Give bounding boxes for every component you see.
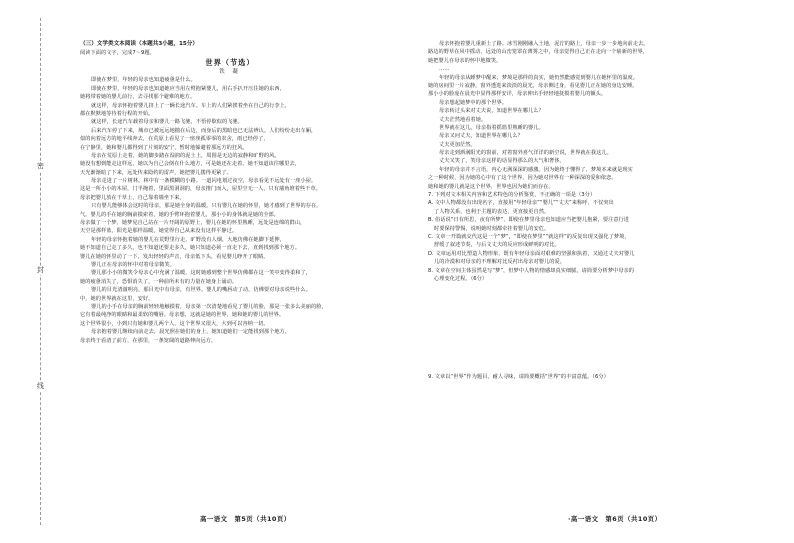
- text-line: 母亲把婴儿放在干草上，自己靠着墙坐下来。: [80, 194, 185, 201]
- seal-mark-xian: 线: [34, 382, 47, 391]
- story-author: 铁 凝: [219, 69, 241, 76]
- text-line: 似的向着远方的地平线奔去，在荒原上看见了一座座孤零零的农舍，雨已经停了，: [80, 136, 269, 143]
- answer-space: [428, 283, 728, 373]
- text-line: 丈夫茫然地看着她。: [439, 116, 487, 123]
- text-line: 路边的野草在风中摇动，远处的山峦笼罩在薄雾之中，母亲觉得自己正在走向一个崭新的世界，: [428, 49, 648, 56]
- text-line: 这是一所小小的木屋，门半掩着，里面黑洞洞的，母亲推门而入，屋里空无一人，只有墙角堆着些干草。: [80, 186, 321, 193]
- text-line: 母亲又问丈夫，知道世界在哪儿么？: [439, 133, 523, 140]
- text-line: 这个世界很小，小到只有她和婴儿两个人，这个世界又很大，大到可以容纳一切。: [80, 320, 269, 327]
- seal-mark-feng: 封: [34, 266, 47, 275]
- text-line: 8. 文章在空间主体虽然是写“梦”，但梦中人物的情感却真实细腻，请简要分析梦中母亲的: [428, 267, 635, 274]
- text-line: 婴儿正在母亲的怀中对着母亲微笑。: [91, 261, 175, 268]
- text-line: 婴儿的目光清澈明亮，那目光中有母亲，有世界。婴儿的嘴唇动了动，仿佛要对母亲说些什么。: [91, 287, 311, 294]
- text-line: 时要保持警惕，说明她时刻都牵挂着婴儿的安危。: [434, 225, 550, 232]
- text-line: 都在默默地等待着行程的开始。: [80, 110, 154, 117]
- story-title: 世界（节选）: [205, 58, 255, 68]
- text-line: 气。婴儿的手在她的胸前摸索着，她的手臂环抱着婴儿，那小小的身体就是她的全部。: [80, 211, 280, 218]
- seal-mark-mi: 密: [34, 162, 47, 171]
- text-line: 心理变化过程。（6分）: [434, 275, 488, 282]
- text-line: 儿的冷漠和对母亲的不理解对比反衬出母亲对婴儿的爱。: [434, 259, 565, 266]
- text-line: 她的房间里一片寂静，窗外透进来淡淡的晨光，母亲侧过身，看见婴儿正在她的身边安睡。: [428, 82, 638, 89]
- text-line: 在宁静里，她和婴儿都得到了片刻的安宁，暂时地躲避着那远方的狂风。: [80, 144, 248, 151]
- text-line: 7. 下列对文本相关内容和艺术特色的分析鉴赏，不正确的一项是（3分）: [428, 192, 596, 199]
- right-column: [428, 40, 728, 382]
- text-line: C. 文章一开篇就交代这是一个“梦”，“即使在梦里”“就这样”的反复出现又强化了梦境，: [428, 233, 630, 240]
- text-line: 她不知道自己走了多久，也不知道还要走多久，她只知道必须一直走下去，直到找到那个地方。: [80, 245, 300, 252]
- text-line: ……: [439, 66, 450, 73]
- text-line: 她没有想到能走这样远，她以为自己会倒在什么地方，可是她还在走着。她不知道该往哪里去，: [80, 161, 300, 168]
- text-line: 年轻的母亲怀抱着她的婴儿在荒野里行走，旷野没有人烟，大地仿佛在她脚下延伸，: [91, 236, 285, 243]
- text-line: 婴儿那小小的微笑令母亲心中充满了温暖，这时她感到整个世界仿佛都在这一笑中变得柔和了，: [91, 270, 311, 277]
- page-footer-left: 高一语文 第5页（共10页）: [200, 515, 291, 523]
- text-line: 母亲转过头来对丈夫说，知道世界在哪儿么？: [439, 108, 544, 115]
- text-line: 她将带着她的婴儿前行，去寻找那个避难的地方。: [80, 94, 196, 101]
- text-line: 婴儿的小手在母亲的胸前轻轻地触摸着，母亲第一次清楚地看见了婴儿的脸，那是一张多么美丽的脸，: [91, 303, 327, 310]
- text-line: 她把婴儿在母亲的怀中地微笑。: [428, 57, 502, 64]
- text-line: 世界就在这儿。母亲指着摇篮里熟睡的婴儿。: [439, 124, 544, 131]
- text-line: 后来汽车停了下来，城市已被远远地抛在后边，而身后的黑暗也已无法辨认。人们纷纷走出车厢，: [91, 127, 317, 134]
- text-line: 年轻的母亲并不言语，内心无满深深的感激。因为她终于懂得了，梦境本来就是现实: [439, 166, 633, 173]
- text-line: 只有婴儿能够体会这时的母亲，那是她全身的温暖。只有婴儿在她的怀里，她才感到了世界的存在。: [91, 203, 322, 210]
- text-line: 即使在梦里，年轻的母亲也知道疲惫是什么。: [91, 77, 196, 84]
- text-line: 婴儿在她的怀里动了一下，发出轻轻的声音，母亲低下头，看见婴儿睁开了眼睛。: [80, 253, 269, 260]
- text-line: 母亲做了一个梦，她梦见自己站在一片开阔的原野上，婴儿在她的怀里熟睡，远处是连绵的群山，: [80, 220, 306, 227]
- text-line: 年轻的母亲从睡梦中醒来，梦境是那样的真实，她仍然能感觉到婴儿在她怀里的温度。: [439, 74, 639, 81]
- text-line: 就这样，长途汽车载着母亲和婴儿一路飞驰，不悟停歇似的飞驰。: [91, 119, 243, 126]
- text-line: 丈夫又笑了，笑母亲这样的话显得那么的大气和奢侈。: [439, 158, 565, 165]
- text-line: 丈夫更加茫然。: [439, 141, 476, 148]
- text-line: 就这样，母亲怀抱着婴儿挤上了一辆长途汽车。车上的人们紧挨着坐在自己的行李上，: [91, 102, 291, 109]
- text-line: 母亲走到洒满阳光的窗前，对着窗外喜气洋洋的新空说，世界就在我这儿。: [439, 150, 612, 157]
- text-line: 母亲抱着婴儿继续向前走去，晨光照在她们的身上，她知道她们一定能找到那个地方。: [91, 329, 291, 336]
- text-line: 天光渐渐暗了下来，远处传来隐约的雷声，她把婴儿搂得更紧了。: [80, 169, 232, 176]
- text-line: 舒缓了叙述节奏，与后文丈夫的反应形成鲜明的对比。: [434, 242, 560, 249]
- right-text-body: [428, 40, 728, 382]
- text-line: A. 文中人物都没有出现名字，直接用“年轻母亲”“婴儿”“丈夫”来称呼，不仅突出: [428, 200, 614, 207]
- text-line: 之一种时候，因为她的心中有了这个世界，因为她对世界有一种深深的爱和依恋。: [428, 175, 617, 182]
- reading-instruction: 阅读下面的文字，完成7～9题。: [80, 50, 155, 56]
- text-line: 9. 文章以“世界”作为题目，耐人寻味，请简要概括“世界”的丰富意蕴。（6分）: [428, 374, 609, 381]
- binding-margin: [0, 0, 66, 543]
- left-column: [80, 40, 380, 345]
- text-line: 母亲想起她梦中的那个世界。: [439, 99, 508, 106]
- text-line: D. 文章运用对比塑造人物形象，既有年轻母亲面对艰难的坚强和执着，又通过丈夫对婴儿: [428, 250, 635, 257]
- text-line: B. 俗话说“日有所思，夜有所梦”，即使在梦里母亲也知道应当把婴儿抱紧，要注意行进: [428, 217, 630, 224]
- left-text-body: [80, 76, 380, 345]
- text-line: 母亲怀抱着婴儿重新上了路。冰雪刚刚融入土地，泥泞的路上，母亲一步一步地向前走去。: [439, 41, 649, 47]
- text-line: 了人物关系，也利于主题的表达，更直接更自然。: [434, 208, 550, 215]
- text-line: 她的疲惫消失了，恐惧消失了，一种前所未有的力量在她身上涌动。: [80, 278, 238, 285]
- text-line: 天空是那样蓝，阳光是那样温暖，她觉得自己从来没有这样平静过。: [80, 228, 238, 235]
- text-line: 中，她的世界就在这里，安好。: [80, 295, 154, 302]
- text-line: 母亲终于看清了前方，在那里，一条宽阔的道路伸向远方。: [80, 337, 217, 344]
- text-line: 母亲在荒原上走着，她的脚步踏在湿润的泥土上，周围是无边的寂静和旷野的风。: [91, 152, 280, 159]
- page-footer-right: ·高一语文 第6页（共10页）: [568, 515, 662, 523]
- text-line: 母亲走进了一片树林，林中有一条模糊的小路。一道闪电划过夜空，母亲看见不远处有一座小屋。: [91, 178, 317, 185]
- text-line: 它有着最纯净的眼睛和最柔软的嘴唇。母亲想，这就是她的世界，她和她的婴儿的世界。: [80, 312, 285, 319]
- section-heading: （三）文学类文本阅读（本题共3小题，15分）: [80, 41, 198, 47]
- text-line: 她和她的婴儿就是这个世界，世界也因为她们而存在。: [428, 183, 554, 190]
- text-line: 那小小的脸庞在晨光中显得那样安详，母亲伸出手轻轻地抚摸着婴儿的额头。: [428, 91, 607, 98]
- text-line: 即使在梦里，年轻的母亲也知道她应当用左臂抱紧婴儿，用右手扒开压住她的东西，: [91, 85, 285, 92]
